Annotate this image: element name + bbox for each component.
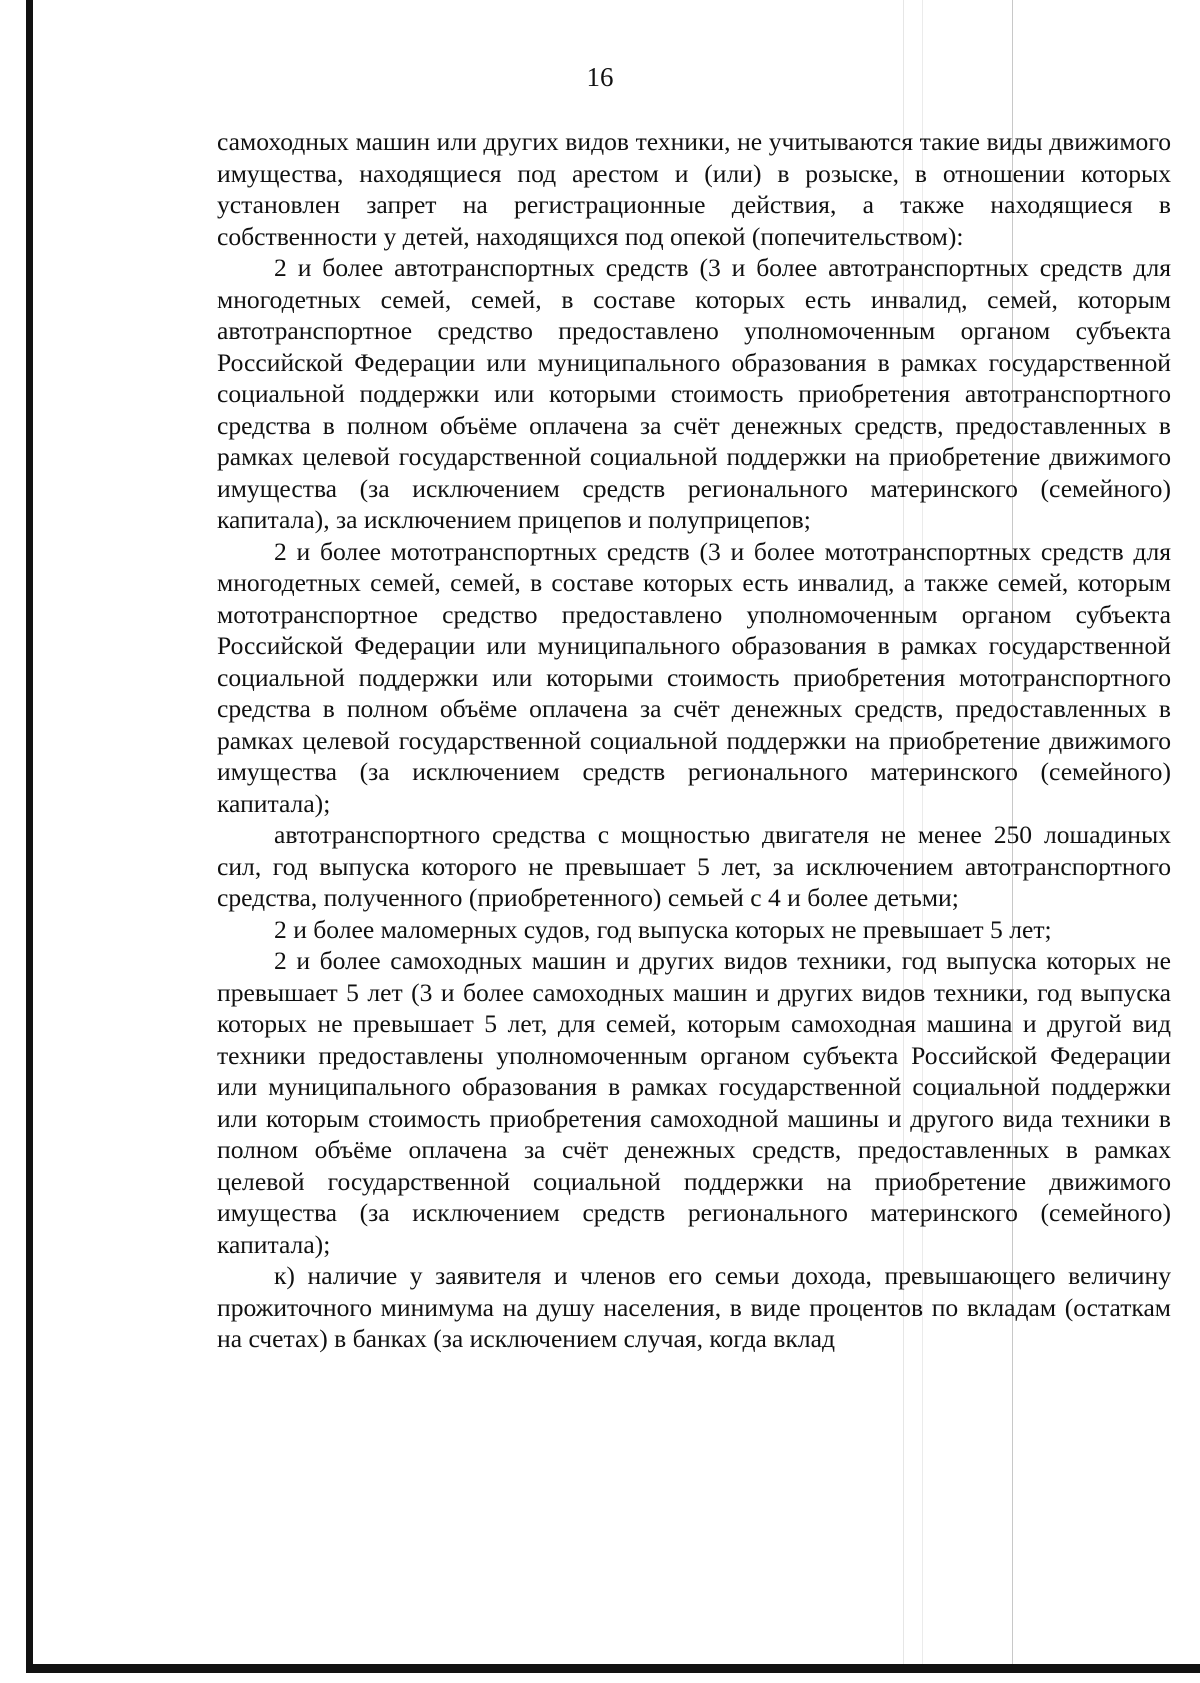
page-number: 16: [586, 62, 614, 92]
document-body: [217, 126, 1171, 1355]
scan-border-bottom: [26, 1664, 1200, 1673]
paragraph: 2 и более маломерных судов, год выпуска которых не превышает 5 лет;: [274, 914, 1052, 944]
paragraph: к) наличие у заявителя и членов его семьи дохода, превышающего величину прожиточного минимума на душу населения, в виде процентов по вкладам (остаткам на счетах) в банках (за исключением случая, когда вклад: [217, 1261, 1171, 1353]
paragraph: автотранспортного средства с мощностью двигателя не менее 250 лошадиных сил, год выпуска которого не превышает 5 лет, за исключением автотранспортного средства, полученного (приобретенного) семьей с 4 и более детьми;: [217, 820, 1171, 912]
paragraph: 2 и более мототранспортных средств (3 и более мототранспортных средств для многодетных семей, семей, в составе которых есть инвалид, а также семей, которым мототранспортное средство предоставлено уполномоченным органом субъекта Российской Федерации или муниципального образования в рамках государственной социальной поддержки или которыми стоимость приобретения мототранспортного средства в полном объёме оплачена за счёт денежных средств, предоставленных в рамках целевой государственной социальной поддержки на приобретение движимого имущества (за исключением средств регионального материнского (семейного) капитала);: [217, 536, 1171, 818]
paragraph: 2 и более автотранспортных средств (3 и более автотранспортных средств для многодетных семей, семей, в составе которых есть инвалид, семей, которым автотранспортное средство предоставлено уполномоченным органом субъекта Российской Федерации или муниципального образования в рамках государственной социальной поддержки или которыми стоимость приобретения автотранспортного средства в полном объёме оплачена за счёт денежных средств, предоставленных в рамках целевой государственной социальной поддержки на приобретение движимого имущества (за исключением средств регионального материнского (семейного) капитала), за исключением прицепов и полуприцепов;: [217, 253, 1171, 534]
paragraph: 2 и более самоходных машин и других видов техники, год выпуска которых не превышает 5 лет (3 и более самоходных машин и других видов техники, год выпуска которых не превышает 5 лет, для семей, которым самоходная машина и другой вид техники предоставлены уполномоченным органом субъекта Российской Федерации или муниципального образования в рамках государственной социальной поддержки или которым стоимость приобретения самоходной машины и другого вида техники в полном объёме оплачена за счёт денежных средств, предоставленных в рамках целевой государственной социальной поддержки на приобретение движимого имущества (за исключением средств регионального материнского (семейного) капитала);: [217, 946, 1171, 1259]
paragraph: самоходных машин или других видов техники, не учитываются такие виды движимого имущества, находящиеся под арестом и (или) в розыске, в отношении которых установлен запрет на регистрационные действия, а также находящиеся в собственности у детей, находящихся под опекой (попечительством):: [217, 127, 1171, 251]
scan-border-left: [26, 0, 33, 1672]
